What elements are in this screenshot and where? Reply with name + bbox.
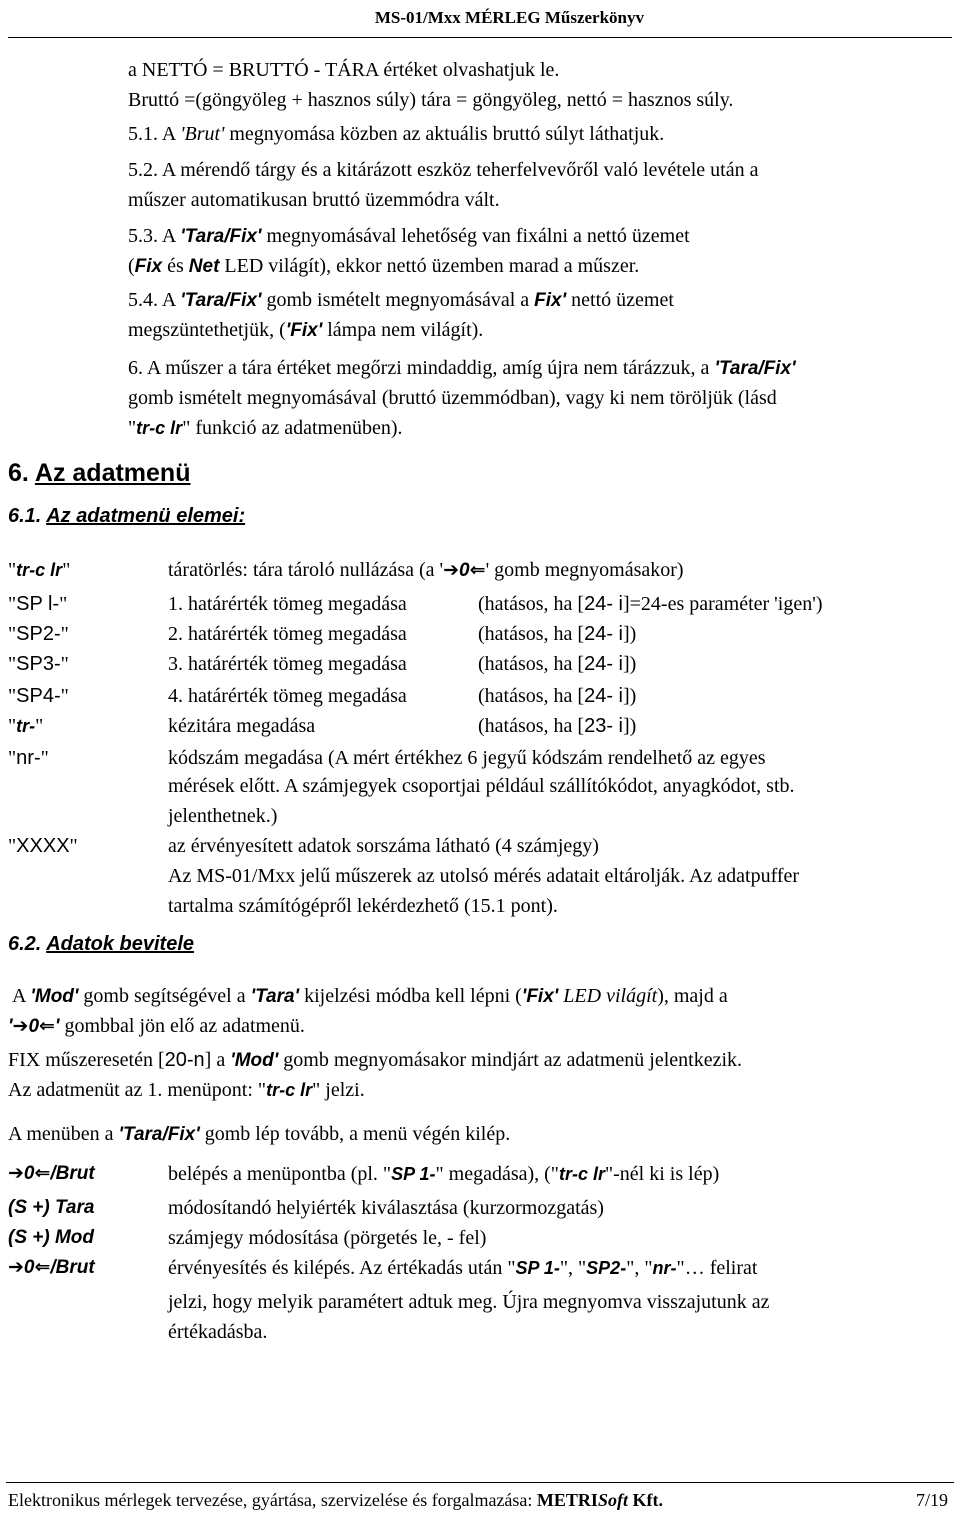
menu-desc-6: kézitára megadása: [168, 715, 316, 737]
para-1-line-2: '➔0⇐' gombbal jön elő az adatmenü.: [8, 1015, 305, 1037]
menu-code-5: "SP4-": [8, 685, 69, 707]
menu-code-8: "XXXX": [8, 835, 78, 857]
intro-line-1: a NETTÓ = BRUTTÓ - TÁRA értéket olvashatjuk le.: [128, 59, 560, 81]
menu-code-6: "tr-": [8, 715, 44, 737]
item-5-2-line-2: műszer automatikusan bruttó üzemmódra vált.: [128, 189, 500, 211]
menu-code-1: "tr-c lr": [8, 559, 71, 581]
key-desc-2: módosítandó helyiérték kiválasztása (kurzormozgatás): [168, 1197, 604, 1219]
header-rule: [8, 37, 952, 38]
item-5-3-line-1: 5.3. A 'Tara/Fix' megnyomásával lehetőség van fixálni a nettó üzemet: [128, 225, 690, 247]
menu-desc-4: 3. határérték tömeg megadása: [168, 653, 407, 675]
key-label-2: (S +) Tara: [8, 1197, 95, 1218]
page-number: 7/19: [915, 1490, 948, 1510]
key-label-4: ➔0⇐/Brut: [8, 1257, 95, 1278]
key-desc-4-line-1: érvényesítés és kilépés. Az értékadás után "SP 1-", "SP2-", "nr-"… felirat: [168, 1257, 758, 1279]
item-6-line-1: 6. A műszer a tára értéket megőrzi mindaddig, amíg újra nem tárázzuk, a 'Tara/Fix': [128, 357, 796, 379]
footer-rule: [6, 1482, 954, 1483]
page-header-title: MS-01/Mxx MÉRLEG Műszerkönyv: [374, 8, 644, 27]
menu-desc-8-line-3: tartalma számítógépről lekérdezhető (15.1 pont).: [168, 895, 558, 917]
section-6-2-heading: 6.2. Adatok bevitele: [8, 933, 195, 955]
menu-desc-7-line-2: mérések előtt. A számjegyek csoportjai például szállítókódot, anyagkódot, stb.: [168, 775, 795, 797]
menu-cond-5: (hatásos, ha [24- i]): [478, 685, 637, 707]
menu-cond-2: (hatásos, ha [24- i]=24-es paraméter 'igen'): [478, 593, 823, 615]
key-desc-4-line-3: értékadásba.: [168, 1321, 268, 1343]
section-6-heading: 6. Az adatmenü: [8, 459, 191, 487]
menu-code-3: "SP2-": [8, 623, 69, 645]
item-5-4-line-2: megszüntethetjük, ('Fix' lámpa nem világít).: [128, 319, 484, 341]
key-desc-1: belépés a menüpontba (pl. "SP 1-" megadása), ("tr-c lr"-nél ki is lép): [168, 1163, 720, 1185]
key-tara-fix: 'Tara/Fix': [180, 226, 262, 247]
para-1-line-1: A 'Mod' gomb segítségével a 'Tara' kijelzési módba kell lépni ('Fix' LED világít), majd a: [12, 985, 728, 1007]
item-5-4-line-1: 5.4. A 'Tara/Fix' gomb ismételt megnyomásával a Fix' nettó üzemet: [128, 289, 674, 311]
menu-code-7: "nr-": [8, 747, 49, 769]
menu-desc-7-line-1: kódszám megadása (A mért értékhez 6 jegyű kódszám rendelhető az egyes: [168, 747, 766, 769]
key-desc-4-line-2: jelzi, hogy melyik paramétert adtuk meg. Újra megnyomva visszajutunk az: [168, 1291, 770, 1313]
menu-cond-3: (hatásos, ha [24- i]): [478, 623, 637, 645]
key-desc-3: számjegy módosítása (pörgetés le, - fel): [168, 1227, 487, 1249]
menu-desc-5: 4. határérték tömeg megadása: [168, 685, 407, 707]
para-3: A menüben a 'Tara/Fix' gomb lép tovább, a menü végén kilép.: [8, 1123, 511, 1145]
footer-text: Elektronikus mérlegek tervezése, gyártása, szervizelése és forgalmazása: METRISoft Kft.: [8, 1490, 663, 1510]
para-2-line-1: FIX műszeresetén [20-n] a 'Mod' gomb megnyomásakor mindjárt az adatmenü jelentkezik.: [8, 1049, 743, 1071]
item-5-3-line-2: (Fix és Net LED világít), ekkor nettó üzemben marad a műszer.: [128, 255, 640, 277]
menu-cond-4: (hatásos, ha [24- i]): [478, 653, 637, 675]
menu-desc-2: 1. határérték tömeg megadása: [168, 593, 407, 615]
item-6-line-3: "tr-c lr" funkció az adatmenüben).: [128, 417, 403, 439]
section-6-1-heading: 6.1. Az adatmenü elemei:: [8, 505, 246, 527]
menu-cond-6: (hatásos, ha [23- i]): [478, 715, 637, 737]
para-2-line-2: Az adatmenüt az 1. menüpont: "tr-c lr" jelzi.: [8, 1079, 365, 1101]
key-label-3: (S +) Mod: [8, 1227, 95, 1248]
key-label-1: ➔0⇐/Brut: [8, 1163, 95, 1184]
menu-desc-8-line-1: az érvényesített adatok sorszáma látható (4 számjegy): [168, 835, 599, 857]
key-brut: 'Brut': [180, 123, 225, 145]
item-6-line-2: gomb ismételt megnyomásával (bruttó üzemmódban), vagy ki nem töröljük (lásd: [128, 387, 777, 409]
menu-code-4: "SP3-": [8, 653, 69, 675]
menu-code-2: "SP l-": [8, 593, 68, 615]
item-5-2-line-1: 5.2. A mérendő tárgy és a kitárázott eszköz teherfelvevőről való levétele után a: [128, 159, 759, 181]
menu-desc-7-line-3: jelenthetnek.): [168, 805, 278, 827]
menu-desc-1: táratörlés: tára tároló nullázása (a '➔0⇐' gomb megnyomásakor): [168, 559, 684, 581]
item-5-1: 5.1. A 'Brut' megnyomása közben az aktuális bruttó súlyt láthatjuk.: [128, 123, 665, 145]
menu-desc-8-line-2: Az MS-01/Mxx jelű műszerek az utolsó mérés adatait eltárolják. Az adatpuffer: [168, 865, 800, 887]
intro-line-2: Bruttó =(göngyöleg + hasznos súly) tára = göngyöleg, nettó = hasznos súly.: [128, 89, 734, 111]
menu-desc-3: 2. határérték tömeg megadása: [168, 623, 407, 645]
